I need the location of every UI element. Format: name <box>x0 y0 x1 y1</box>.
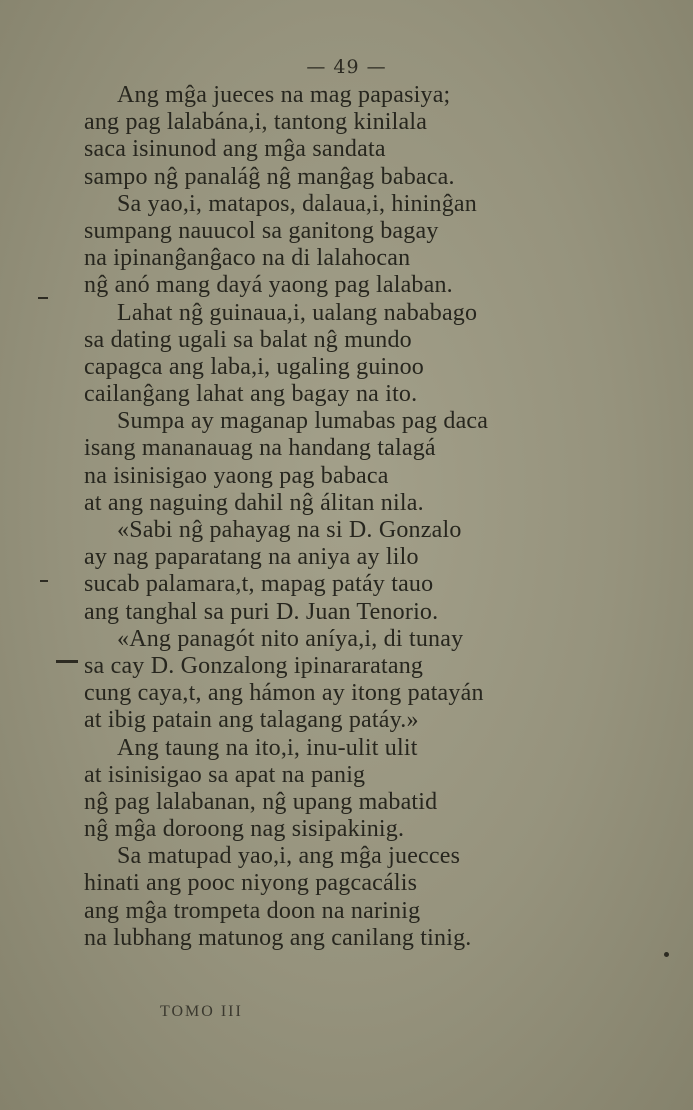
text-line: «Ang panagót nito aníya,i, di tunay <box>117 625 464 652</box>
text-line: na lubhang matunog ang canilang tinig. <box>84 924 472 951</box>
scan-mark <box>664 952 669 957</box>
poem-text-block <box>84 82 644 952</box>
text-line: sumpang nauucol sa ganitong bagay <box>84 217 439 244</box>
text-line: cailanĝang lahat ang bagay na ito. <box>84 381 418 408</box>
scan-mark <box>38 297 48 299</box>
volume-footer: TOMO III <box>160 1003 243 1020</box>
text-line: sampo nĝ panaláĝ nĝ manĝag babaca. <box>84 163 455 190</box>
text-line: Sa matupad yao,i, ang mĝa juecces <box>117 843 461 870</box>
text-line: Sumpa ay maganap lumabas pag daca <box>117 408 489 435</box>
text-line: Lahat nĝ guinaua,i, ualang nababago <box>117 299 478 326</box>
text-line: «Sabi nĝ pahayag na si D. Gonzalo <box>117 517 462 543</box>
scan-mark <box>40 580 48 582</box>
text-line: ang mĝa trompeta doon na narinig <box>84 897 421 924</box>
text-line: nĝ mĝa doroong nag sisipakinig. <box>84 816 405 843</box>
text-line: Sa yao,i, matapos, dalaua,i, hininĝan <box>117 190 477 217</box>
text-line: ay nag paparatang na aniya ay lilo <box>84 544 419 571</box>
text-line: sa dating ugali sa balat nĝ mundo <box>84 326 412 353</box>
scan-mark <box>56 660 78 663</box>
text-line: ang tanghal sa puri D. Juan Tenorio. <box>84 598 439 625</box>
text-line: na ipinanĝanĝaco na di lalahocan <box>84 245 411 272</box>
page-number: — 49 — <box>306 56 387 78</box>
text-line: at isinisigao sa apat na panig <box>84 761 366 788</box>
text-line: at ang naguing dahil nĝ álitan nila. <box>84 489 424 516</box>
text-line: cung caya,t, ang hámon ay itong patayán <box>84 680 484 707</box>
text-line: nĝ anó mang dayá yaong pag lalaban. <box>84 272 453 299</box>
text-line: capagca ang laba,i, ugaling guinoo <box>84 353 425 380</box>
text-line: Ang mĝa jueces na mag papasiya; <box>117 82 451 108</box>
text-line: hinati ang pooc niyong pagcacális <box>84 870 418 897</box>
text-line: nĝ pag lalabanan, nĝ upang mabatid <box>84 788 438 815</box>
text-line: na isinisigao yaong pag babaca <box>84 462 389 489</box>
text-line: isang mananauag na handang talagá <box>84 435 436 462</box>
text-line: ang pag lalabána,i, tantong kinilala <box>84 109 428 136</box>
text-line: saca isinunod ang mĝa sandata <box>84 136 386 163</box>
text-line: at ibig patain ang talagang patáy.» <box>84 707 419 734</box>
text-line: sa cay D. Gonzalong ipinararatang <box>84 652 424 679</box>
text-line: Ang taung na ito,i, inu-ulit ulit <box>117 734 418 761</box>
text-line: sucab palamara,t, mapag patáy tauo <box>84 571 434 598</box>
